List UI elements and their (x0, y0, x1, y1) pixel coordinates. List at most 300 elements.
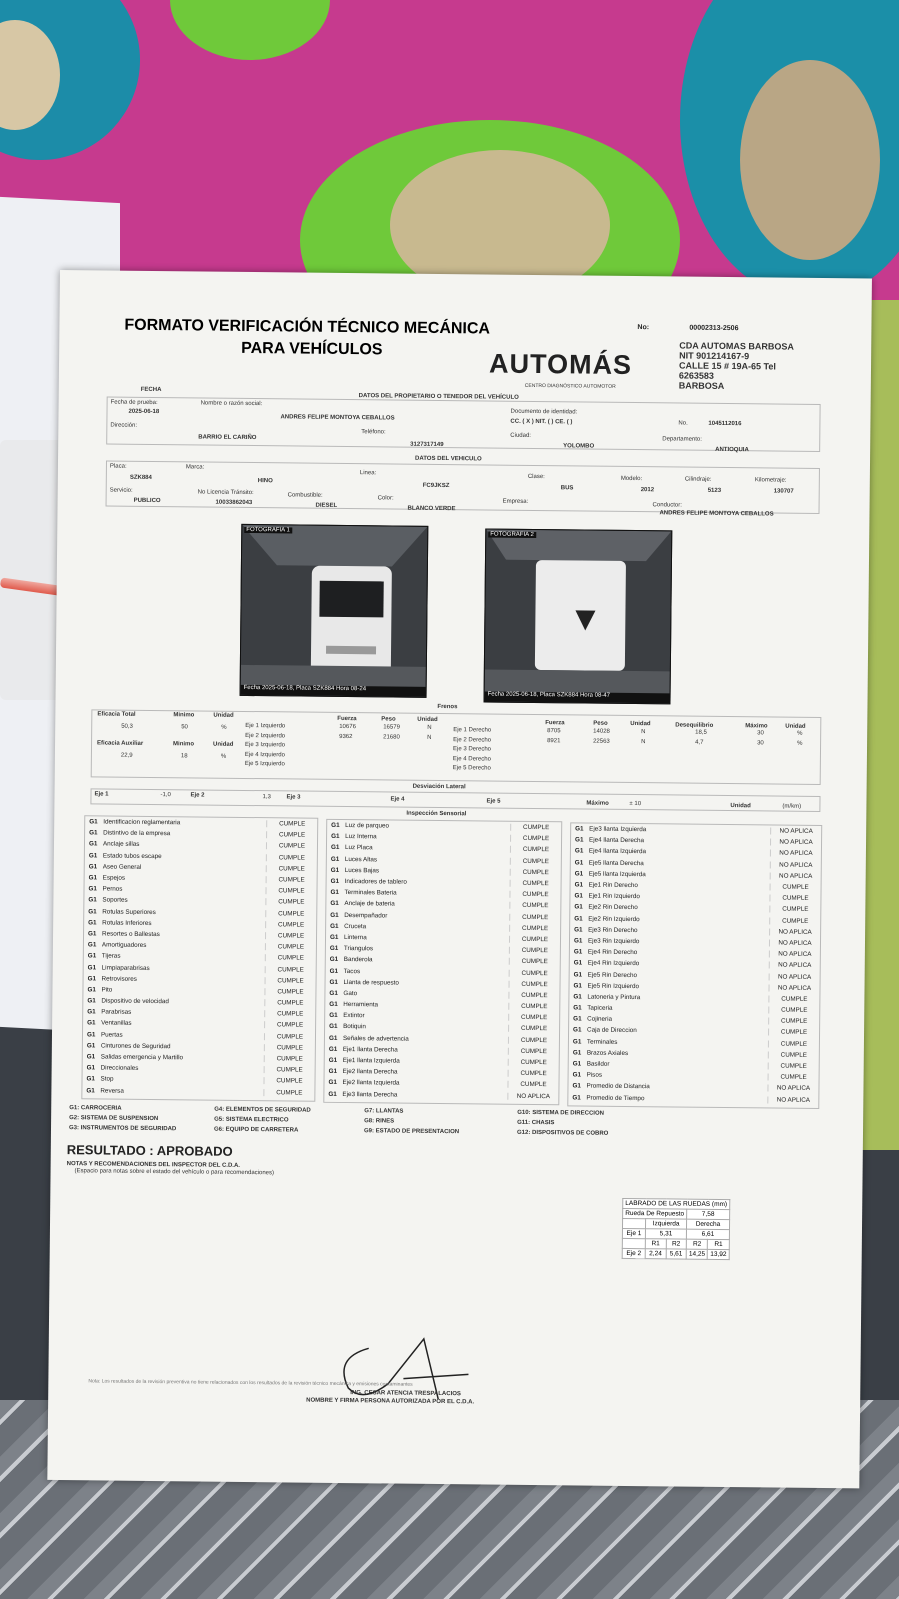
inspection-item-name: Parabrisas (101, 1008, 132, 1017)
inspection-result: CUMPLE (510, 857, 561, 865)
inspection-result: NO APLICA (769, 939, 820, 947)
inspection-result: NO APLICA (768, 984, 819, 992)
freno-right-eje: Eje 3 Derecho (452, 746, 492, 753)
inspection-group: G1 (573, 993, 582, 1001)
desv-unidad-value: (m/km) (782, 803, 802, 810)
inspection-group: G1 (575, 825, 584, 833)
inspection-group: G1 (86, 1042, 96, 1050)
inspection-result: NO APLICA (769, 973, 820, 981)
inspection-result: CUMPLE (266, 843, 317, 851)
legend-item: G7: LLANTAS (364, 1108, 404, 1115)
freno-right-eje: Eje 4 Derecho (452, 755, 491, 763)
inspection-result: CUMPLE (768, 1051, 819, 1059)
inspection-item-name: Stop (100, 1075, 114, 1084)
freno-right-unidad: N (641, 729, 646, 736)
inspeccion-column-1 (81, 815, 318, 1101)
cda-city: BARBOSA (678, 380, 725, 391)
inspection-result: CUMPLE (264, 1044, 315, 1052)
inspection-group: G1 (87, 963, 97, 971)
inspection-result: CUMPLE (264, 999, 315, 1007)
inspection-result: CUMPLE (266, 831, 317, 839)
inspection-group: G1 (330, 866, 340, 874)
inspection-item-name: Botiquin (343, 1023, 366, 1031)
inspection-group: G1 (89, 818, 98, 826)
inspection-result: CUMPLE (509, 913, 560, 921)
desv-maximo-label: Máximo (586, 800, 609, 807)
labrado-title: LABRADO DE LAS RUEDAS (mm) (623, 1198, 730, 1209)
unidad-label: Unidad (630, 720, 651, 728)
depto-label: Departamento: (662, 436, 702, 443)
inspection-group: G1 (329, 1023, 338, 1031)
desequilibrio-label: Desequilibrio (675, 722, 714, 729)
inspection-result: CUMPLE (508, 1003, 559, 1011)
inspection-item-name: Eje3 llanta Izquierda (589, 825, 647, 834)
desv-eje2-value: 1,3 (262, 794, 271, 801)
derecha-header: Derecha (687, 1219, 730, 1229)
inspection-group: G1 (573, 1026, 582, 1034)
inspection-document (47, 270, 872, 1488)
inspection-item-name: Terminales (586, 1038, 618, 1046)
freno-right-unit: % (797, 740, 803, 747)
inspection-group: G1 (330, 844, 340, 852)
inspection-group: G1 (330, 877, 340, 885)
freno-left-unidad: N (427, 734, 432, 741)
inspection-result: CUMPLE (508, 992, 559, 1000)
izquierda-header: Izquierda (646, 1219, 687, 1229)
inspection-group: G1 (573, 1004, 582, 1012)
freno-left-eje: Eje 4 Izquierdo (244, 751, 285, 758)
freno-right-unit: % (797, 730, 803, 737)
inspection-result: CUMPLE (264, 1033, 315, 1041)
inspection-item-name: Limpiaparabrisas (101, 964, 150, 972)
inspection-item-name: Luz de parqueo (345, 822, 389, 830)
eje2-value: 13,92 (708, 1249, 730, 1259)
inspection-item-name: Luces Bajas (344, 866, 380, 875)
inspection-group: G1 (88, 885, 97, 893)
legend-item: G4: ELEMENTOS DE SEGURIDAD (214, 1106, 311, 1114)
inspection-result: CUMPLE (509, 980, 560, 988)
desviacion-title: Desviación Lateral (412, 783, 466, 791)
inspection-group: G1 (573, 1015, 582, 1023)
nombre-value: ANDRES FELIPE MONTOYA CEBALLOS (280, 414, 395, 422)
inspection-result: CUMPLE (264, 1022, 315, 1030)
eficacia-aux-min: 18 (180, 753, 188, 760)
cloth-pattern (170, 0, 330, 60)
desv-maximo-value: ± 10 (629, 800, 642, 808)
inspection-item-name: Pernos (102, 885, 123, 893)
inspection-item-name: Distintivo de la empresa (103, 829, 171, 838)
inspection-result: CUMPLE (265, 977, 316, 985)
inspection-item-name: Promedio de Tiempo (586, 1094, 645, 1102)
cda-name: CDA AUTOMAS BARBOSA (679, 340, 794, 352)
linea-value: FC9JKSZ (422, 482, 450, 490)
color-value: BLANCO VERDE (407, 505, 456, 513)
inspection-result: CUMPLE (768, 1007, 819, 1015)
empresa-label: Empresa: (502, 498, 529, 505)
inspection-group: G1 (88, 863, 98, 871)
combustible-label: Combustible: (287, 492, 323, 499)
modelo-label: Modelo: (620, 475, 643, 483)
inspection-group: G1 (572, 1071, 582, 1079)
inspection-group: G1 (574, 892, 583, 900)
inspection-result: CUMPLE (264, 1055, 315, 1063)
freno-left-fuerza: 9362 (339, 733, 353, 740)
inspection-result: CUMPLE (509, 925, 560, 933)
inspection-item-name: Basildor (586, 1060, 610, 1068)
inspection-result: CUMPLE (509, 936, 560, 944)
frenos-title: Frenos (437, 703, 458, 711)
inspection-item-name: Cojineria (587, 1015, 613, 1024)
combustible-value: DIESEL (315, 502, 338, 509)
inspection-result: CUMPLE (266, 820, 317, 828)
km-label: Kilometraje: (754, 477, 787, 484)
inspection-item-name: Eje4 Rin Derecho (587, 948, 638, 957)
automas-logo: AUTOMÁS (488, 348, 633, 380)
inspection-group: G1 (328, 1045, 338, 1053)
placa-label: Placa: (109, 463, 127, 470)
inspection-item-name: Eje5 llanta Izquierda (588, 870, 646, 879)
inspection-result: CUMPLE (509, 958, 560, 966)
inspection-item-name: Pisos (586, 1071, 603, 1079)
inspection-group: G1 (87, 952, 97, 960)
inspection-group: G1 (330, 889, 339, 897)
inspection-item-name: Llanta de respuesto (343, 978, 399, 987)
inspection-group: G1 (330, 855, 340, 863)
r1-header: R1 (708, 1239, 730, 1249)
inspection-item-name: Latoneria y Pintura (587, 993, 641, 1002)
inspection-group: G1 (574, 926, 583, 934)
document-title: FORMATO VERIFICACIÓN TÉCNICO MECÁNICA (124, 316, 491, 338)
inspection-group: G1 (88, 840, 98, 848)
inspection-item-name: Tijeras (101, 952, 121, 961)
inspection-group: G1 (88, 896, 97, 904)
inspection-item-name: Eje1 Rin Derecho (588, 881, 638, 890)
inspection-group: G1 (573, 970, 583, 979)
inspection-group: G1 (574, 881, 584, 889)
inspection-item-name: Eje1 Rin Izquierdo (588, 892, 640, 901)
inspection-result: CUMPLE (266, 865, 317, 873)
inspection-group: G1 (88, 919, 97, 927)
inspection-group: G1 (330, 911, 339, 919)
legend-item: G3: INSTRUMENTOS DE SEGURIDAD (68, 1125, 177, 1133)
cloth-pattern (740, 60, 880, 260)
marca-value: HINO (257, 478, 273, 485)
inspection-group: G1 (86, 1075, 95, 1083)
inspection-group: G1 (328, 1068, 338, 1076)
inspection-item-name: Eje5 llanta Derecha (588, 859, 644, 867)
inspection-item (82, 1085, 314, 1099)
ciudad-value: YOLOMBO (563, 443, 595, 450)
inspection-result: CUMPLE (264, 1066, 315, 1074)
inspection-item-name: Amortiguadores (101, 941, 147, 950)
inspection-result: CUMPLE (508, 1070, 559, 1078)
inspection-result: CUMPLE (264, 1010, 315, 1018)
eficacia-total-unit: % (221, 724, 227, 731)
inspection-result: CUMPLE (769, 895, 820, 903)
inspection-result: CUMPLE (768, 1062, 819, 1070)
inspection-group: G1 (574, 915, 583, 923)
inspection-item-name: Aseo General (102, 863, 142, 871)
inspection-group: G1 (88, 907, 97, 916)
inspeccion-column-2 (323, 819, 562, 1105)
freno-right-maximo: 30 (757, 739, 764, 746)
inspection-item-name: Cruceta (344, 922, 367, 931)
inspection-result: CUMPLE (769, 906, 820, 914)
document-subtitle: PARA VEHÍCULOS (241, 339, 383, 359)
freno-left-peso: 21680 (383, 733, 400, 741)
telefono-label: Teléfono: (361, 429, 386, 436)
inspection-item-name: Tacos (343, 967, 361, 975)
eficacia-total-min: 50 (181, 724, 188, 731)
doc-no-value: 1045112016 (708, 420, 742, 428)
eficacia-aux-unit: % (220, 753, 227, 760)
cda-nit: NIT 901214167-9 (679, 350, 750, 362)
inspection-item-name: Indicadores de tablero (344, 878, 407, 886)
direccion-value: BARRIO EL CARIÑO (198, 434, 257, 442)
unidad-label: Unidad (213, 741, 234, 748)
inspection-result: CUMPLE (263, 1089, 314, 1097)
inspection-group: G1 (572, 1049, 582, 1057)
bus-rear-icon (485, 529, 672, 703)
inspection-result: CUMPLE (768, 1029, 819, 1037)
inspection-group: G1 (329, 1000, 338, 1009)
r1-header: R1 (645, 1239, 666, 1249)
firma-note: Nota: Los resultados de la revisión preventiva no tiene relacionados con los resultados de la revisión técnico mecánica y emisiones contaminantes (88, 1378, 413, 1388)
inspection-result: CUMPLE (510, 880, 561, 888)
freno-right-eje: Eje 5 Derecho (452, 765, 491, 772)
inspection-result: CUMPLE (508, 1048, 559, 1056)
doc-value: CC. ( X ) NIT. ( ) CE. ( ) (510, 418, 573, 426)
freno-left-eje: Eje 3 Izquierdo (245, 741, 286, 749)
fecha-label: Fecha de prueba: (110, 399, 158, 407)
legend-item: G8: RINES (364, 1118, 395, 1125)
inspection-item-name: Eje1 llanta Izquierda (342, 1057, 400, 1065)
inspection-item-name: Eje4 Rin Izquierdo (587, 959, 640, 968)
inspection-result: CUMPLE (509, 969, 560, 977)
inspection-result: CUMPLE (768, 1040, 819, 1048)
inspection-result: CUMPLE (264, 988, 315, 996)
inspection-item-name: Linterna (343, 933, 367, 942)
inspection-group: G1 (86, 1030, 96, 1039)
cilindraje-value: 5123 (707, 487, 722, 494)
vehicle-photo-front (240, 524, 429, 698)
conductor-label: Conductor: (652, 502, 682, 509)
freno-left-eje: Eje 1 Izquierdo (245, 722, 286, 730)
freno-right-unidad: N (641, 738, 646, 745)
inspection-result: CUMPLE (507, 1081, 558, 1089)
inspection-group: G1 (572, 1094, 581, 1102)
inspection-result: NO APLICA (767, 1085, 818, 1093)
desv-unidad-label: Unidad (730, 803, 751, 810)
labrado-cell (622, 1238, 645, 1248)
inspection-group: G1 (87, 941, 97, 949)
km-value: 130707 (773, 488, 794, 495)
doc-label: Documento de identidad: (510, 408, 578, 416)
inspection-item-name: Rotulas Inferiores (102, 919, 152, 927)
inspection-group: G1 (328, 1056, 338, 1064)
labrado-cell (622, 1218, 645, 1228)
inspection-item-name: Identificacion reglamentaria (103, 818, 181, 827)
inspection-item-name: Resortes o Ballestas (102, 930, 160, 939)
inspection-group: G1 (330, 922, 339, 930)
inspection-group: G1 (329, 1012, 338, 1020)
licencia-label: No Licencia Tránsito: (197, 489, 254, 497)
inspection-group: G1 (88, 930, 97, 938)
inspection-result: CUMPLE (265, 943, 316, 951)
inspection-group: G1 (572, 1038, 582, 1046)
inspection-group: G1 (87, 986, 96, 994)
servicio-label: Servicio: (109, 487, 133, 494)
inspection-result: NO APLICA (770, 861, 821, 869)
nombre-label: Nombre o razón social: (200, 400, 263, 408)
marca-label: Marca: (185, 464, 205, 471)
freno-right-eje: Eje 2 Derecho (453, 736, 492, 744)
inspection-group: G1 (328, 1079, 337, 1087)
inspection-item-name: Cinturones de Seguridad (100, 1042, 171, 1051)
inspection-result: CUMPLE (509, 947, 560, 955)
inspection-item-name: Herramienta (343, 1001, 379, 1009)
inspection-item-name: Eje3 Rin Derecho (588, 926, 638, 934)
inspection-result: CUMPLE (266, 876, 317, 884)
freno-right-desequilibrio: 18,5 (695, 729, 707, 736)
inspection-result: CUMPLE (509, 902, 560, 910)
inspection-item-name: Señales de advertencia (342, 1034, 409, 1043)
eficacia-aux-value: 22,9 (120, 752, 133, 759)
inspection-result: CUMPLE (508, 1036, 559, 1044)
inspection-result: CUMPLE (510, 846, 561, 854)
inspection-item-name: Eje1 llanta Derecha (342, 1045, 398, 1054)
inspection-group: G1 (89, 829, 98, 837)
eje1-izq: 5,31 (645, 1229, 686, 1239)
eje2-value: 5,61 (666, 1249, 687, 1259)
placa-value: SZK884 (129, 474, 152, 481)
bus-front-icon (241, 525, 428, 697)
inspection-group: G1 (331, 833, 340, 841)
owner-section-title: DATOS DEL PROPIETARIO O TENEDOR DEL VEHÍCULO (358, 393, 519, 401)
unidad-label: Unidad (213, 712, 234, 719)
inspection-item (568, 1092, 818, 1106)
ciudad-label: Ciudad: (510, 432, 532, 439)
freno-left-eje: Eje 5 Izquierdo (244, 760, 285, 768)
depto-value: ANTIOQUIA (715, 446, 749, 454)
inspection-item-name: Eje3 llanta Derecha (342, 1090, 398, 1099)
inspection-item-name: Espejos (102, 874, 126, 882)
inspection-group: G1 (87, 975, 97, 983)
inspection-result: CUMPLE (510, 869, 561, 877)
inspection-item-name: Luz Interna (345, 833, 377, 841)
inspection-group: G1 (329, 956, 339, 964)
desv-eje5-label: Eje 5 (486, 798, 501, 805)
logo-tagline: CENTRO DIAGNÓSTICO AUTOMOTOR (524, 382, 616, 390)
inspection-group: G1 (329, 978, 339, 986)
r2-header: R2 (666, 1239, 687, 1249)
inspection-item-name: Extintor (343, 1012, 365, 1020)
inspection-item-name: Brazos Axiales (586, 1049, 629, 1057)
peso-label: Peso (381, 716, 396, 723)
inspection-result: CUMPLE (768, 995, 819, 1003)
inspection-result: NO APLICA (769, 962, 820, 970)
maximo-label: Máximo (745, 723, 768, 730)
inspection-group: G1 (88, 874, 98, 882)
inspection-group: G1 (87, 997, 96, 1005)
color-label: Color: (377, 495, 394, 502)
inspection-item-name: Gato (343, 989, 358, 998)
firma-name: ING. CESAR ATENCIA TRESPALACIOS (350, 1390, 461, 1398)
inspection-item-name: Luz Placa (344, 844, 373, 852)
inspection-item-name: Eje2 Rin Izquierdo (588, 915, 640, 923)
inspection-result: CUMPLE (508, 1025, 559, 1033)
vehicle-photo-rear (483, 528, 672, 704)
inspection-group: G1 (86, 1086, 95, 1095)
inspection-item-name: Triangulos (343, 945, 374, 953)
unidad-label: Unidad (785, 723, 806, 730)
inspection-result: CUMPLE (265, 966, 316, 974)
inspection-group: G1 (574, 903, 583, 911)
photo-caption: Fecha 2025-06-18, Placa SZK884 Hora 08-24 (241, 685, 426, 697)
inspection-result: CUMPLE (265, 887, 316, 895)
inspection-item-name: Eje4 llanta Izquierda (588, 848, 647, 856)
inspection-item-name: Tapiceria (587, 1004, 613, 1012)
linea-label: Linea: (359, 470, 377, 477)
r2-header: R2 (686, 1239, 707, 1249)
clase-label: Clase: (527, 473, 545, 481)
inspection-item-name: Eje2 llanta Derecha (342, 1068, 398, 1076)
freno-right-fuerza: 8705 (547, 728, 561, 735)
inspection-item (324, 1088, 558, 1102)
inspection-group: G1 (87, 1008, 96, 1016)
repuesto-label: Rueda De Repuesto (623, 1208, 687, 1219)
inspection-result: CUMPLE (265, 932, 316, 940)
peso-label: Peso (593, 720, 608, 727)
eficacia-total-label: Eficacia Total (97, 711, 136, 718)
minimo-label: Minimo (173, 712, 195, 719)
resultado: RESULTADO : APROBADO (66, 1142, 233, 1159)
freno-left-unidad: N (427, 724, 432, 731)
inspection-group: G1 (573, 948, 583, 956)
photo-caption: Fecha 2025-06-18, Placa SZK884 Hora 08-47 (485, 691, 670, 703)
inspection-result: NO APLICA (767, 1096, 818, 1104)
fuerza-label: Fuerza (545, 720, 565, 727)
inspection-group: G1 (329, 933, 339, 941)
freno-right-peso: 14028 (593, 728, 610, 735)
vehicle-section-title: DATOS DEL VEHICULO (415, 455, 482, 463)
inspection-item-name: Pito (101, 986, 113, 994)
inspection-group: G1 (573, 982, 582, 990)
labrado-table (622, 1198, 730, 1260)
inspection-item-name: Eje4 llanta Derecha (589, 836, 645, 845)
freno-right-maximo: 30 (757, 730, 764, 737)
inspeccion-title: Inspección Sensorial (406, 810, 467, 818)
inspection-result: CUMPLE (768, 1074, 819, 1082)
doc-number-label: No: (637, 324, 650, 332)
licencia-value: 10033862043 (215, 499, 253, 507)
inspection-result: NO APLICA (770, 850, 821, 858)
desv-eje3-label: Eje 3 (286, 794, 301, 801)
fuerza-label: Fuerza (337, 715, 357, 723)
inspection-result: CUMPLE (510, 835, 561, 843)
inspection-item-name: Retrovisores (101, 975, 137, 983)
notas-title: NOTAS Y RECOMENDACIONES DEL INSPECTOR DEL C.D.A. (66, 1161, 241, 1169)
inspection-item-name: Eje2 Rin Derecho (588, 903, 638, 912)
inspection-group: G1 (572, 1060, 582, 1068)
conductor-value: ANDRES FELIPE MONTOYA CEBALLOS (659, 510, 774, 518)
inspection-result: CUMPLE (510, 824, 561, 832)
legend-item: G12: DISPOSITIVOS DE COBRO (516, 1129, 609, 1137)
freno-right-desequilibrio: 4,7 (695, 739, 704, 746)
eficacia-total-value: 50,3 (121, 723, 133, 730)
inspection-group: G1 (572, 1082, 581, 1090)
cda-phone: 6263583 (678, 370, 715, 381)
